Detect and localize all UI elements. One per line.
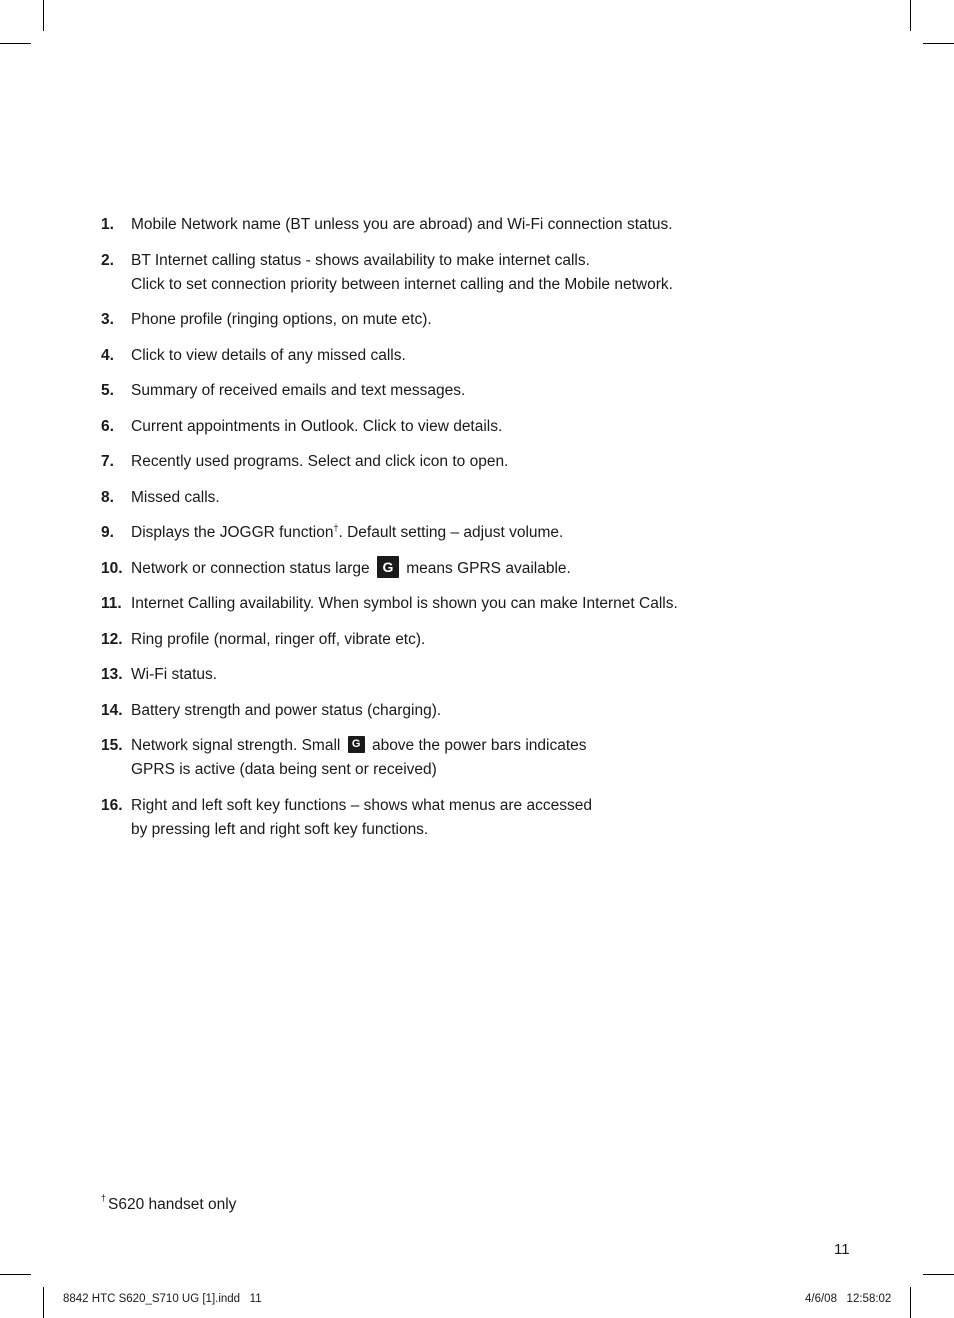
list-item xyxy=(101,344,801,368)
list-item xyxy=(101,734,801,782)
crop-mark xyxy=(923,1274,954,1275)
item-text-part: above the power bars indicates xyxy=(367,737,587,754)
item-text: Current appointments in Outlook. Click to view details. xyxy=(131,417,503,435)
crop-mark xyxy=(0,1274,31,1275)
list-item xyxy=(101,249,801,297)
list-item xyxy=(101,450,801,474)
crop-mark xyxy=(0,43,31,44)
list-item xyxy=(101,486,801,510)
item-text: GPRS is active (data being sent or received) xyxy=(131,761,437,778)
item-number: 11. xyxy=(101,595,122,612)
item-number: 16. xyxy=(101,796,123,814)
item-text: Phone profile (ringing options, on mute etc). xyxy=(131,311,432,328)
item-text xyxy=(131,521,801,545)
item-number: 2. xyxy=(101,251,114,269)
list-item xyxy=(101,592,801,616)
item-text-part: Network signal strength. Small xyxy=(131,737,345,754)
item-text: by pressing left and right soft key functions. xyxy=(131,820,429,838)
crop-mark xyxy=(43,0,44,31)
crop-mark xyxy=(910,0,911,31)
item-number: 8. xyxy=(101,488,114,506)
list-item xyxy=(101,628,801,652)
item-text: Click to view details of any missed calls. xyxy=(131,346,406,364)
item-number: 13. xyxy=(101,666,123,683)
gprs-large-icon: G xyxy=(377,556,399,578)
item-text: Recently used programs. Select and click icon to open. xyxy=(131,453,509,470)
item-number: 9. xyxy=(101,524,114,541)
item-text: Mobile Network name (BT unless you are abroad) and Wi-Fi connection status. xyxy=(131,216,673,233)
item-number: 7. xyxy=(101,453,114,470)
item-text-part: . Default setting – adjust volume. xyxy=(338,524,564,541)
gprs-small-icon: G xyxy=(348,736,365,753)
list-item xyxy=(101,379,801,403)
item-text: Right and left soft key functions – shows what menus are accessed xyxy=(131,796,592,814)
item-text xyxy=(131,734,801,758)
item-number: 4. xyxy=(101,346,114,364)
print-slug-timestamp: 4/6/08 12:58:02 xyxy=(805,1293,892,1305)
item-text: Click to set connection priority between internet calling and the Mobile network. xyxy=(131,275,673,293)
print-slug-filename: 8842 HTC S620_S710 UG [1].indd 11 xyxy=(63,1293,262,1305)
dagger-mark: † xyxy=(101,1192,107,1203)
item-text: BT Internet calling status - shows availability to make internet calls. xyxy=(131,251,590,269)
crop-mark xyxy=(43,1287,44,1318)
item-number: 6. xyxy=(101,417,114,435)
item-number: 1. xyxy=(101,216,114,233)
list-item xyxy=(101,663,801,687)
crop-mark xyxy=(923,43,954,44)
item-text-part: means GPRS available. xyxy=(401,559,571,577)
list-item xyxy=(101,308,801,332)
item-text: Wi-Fi status. xyxy=(131,666,218,683)
item-text xyxy=(131,557,801,581)
item-text: Missed calls. xyxy=(131,488,220,506)
item-text-part: Displays the JOGGR function xyxy=(131,524,334,541)
item-text: Battery strength and power status (charging). xyxy=(131,701,442,719)
list-item xyxy=(101,699,801,723)
footnote xyxy=(101,1192,237,1214)
item-text: Internet Calling availability. When symbol is shown you can make Internet Calls. xyxy=(131,595,678,612)
list-item xyxy=(101,521,801,545)
list-item xyxy=(101,213,801,237)
crop-mark xyxy=(910,1287,911,1318)
list-item xyxy=(101,794,801,842)
item-text: Ring profile (normal, ringer off, vibrate etc). xyxy=(131,630,426,648)
item-number: 12. xyxy=(101,630,123,648)
list-item xyxy=(101,557,801,581)
footnote-text: S620 handset only xyxy=(108,1196,237,1213)
item-number: 3. xyxy=(101,311,114,328)
page-number: 11 xyxy=(834,1241,850,1258)
item-number: 15. xyxy=(101,737,123,754)
dagger-mark: † xyxy=(333,522,339,533)
item-number: 14. xyxy=(101,701,123,719)
item-number: 10. xyxy=(101,559,123,577)
numbered-list xyxy=(101,213,801,853)
item-text-part: Network or connection status large xyxy=(131,559,374,577)
item-text: Summary of received emails and text messages. xyxy=(131,382,466,399)
item-number: 5. xyxy=(101,382,114,399)
list-item xyxy=(101,415,801,439)
